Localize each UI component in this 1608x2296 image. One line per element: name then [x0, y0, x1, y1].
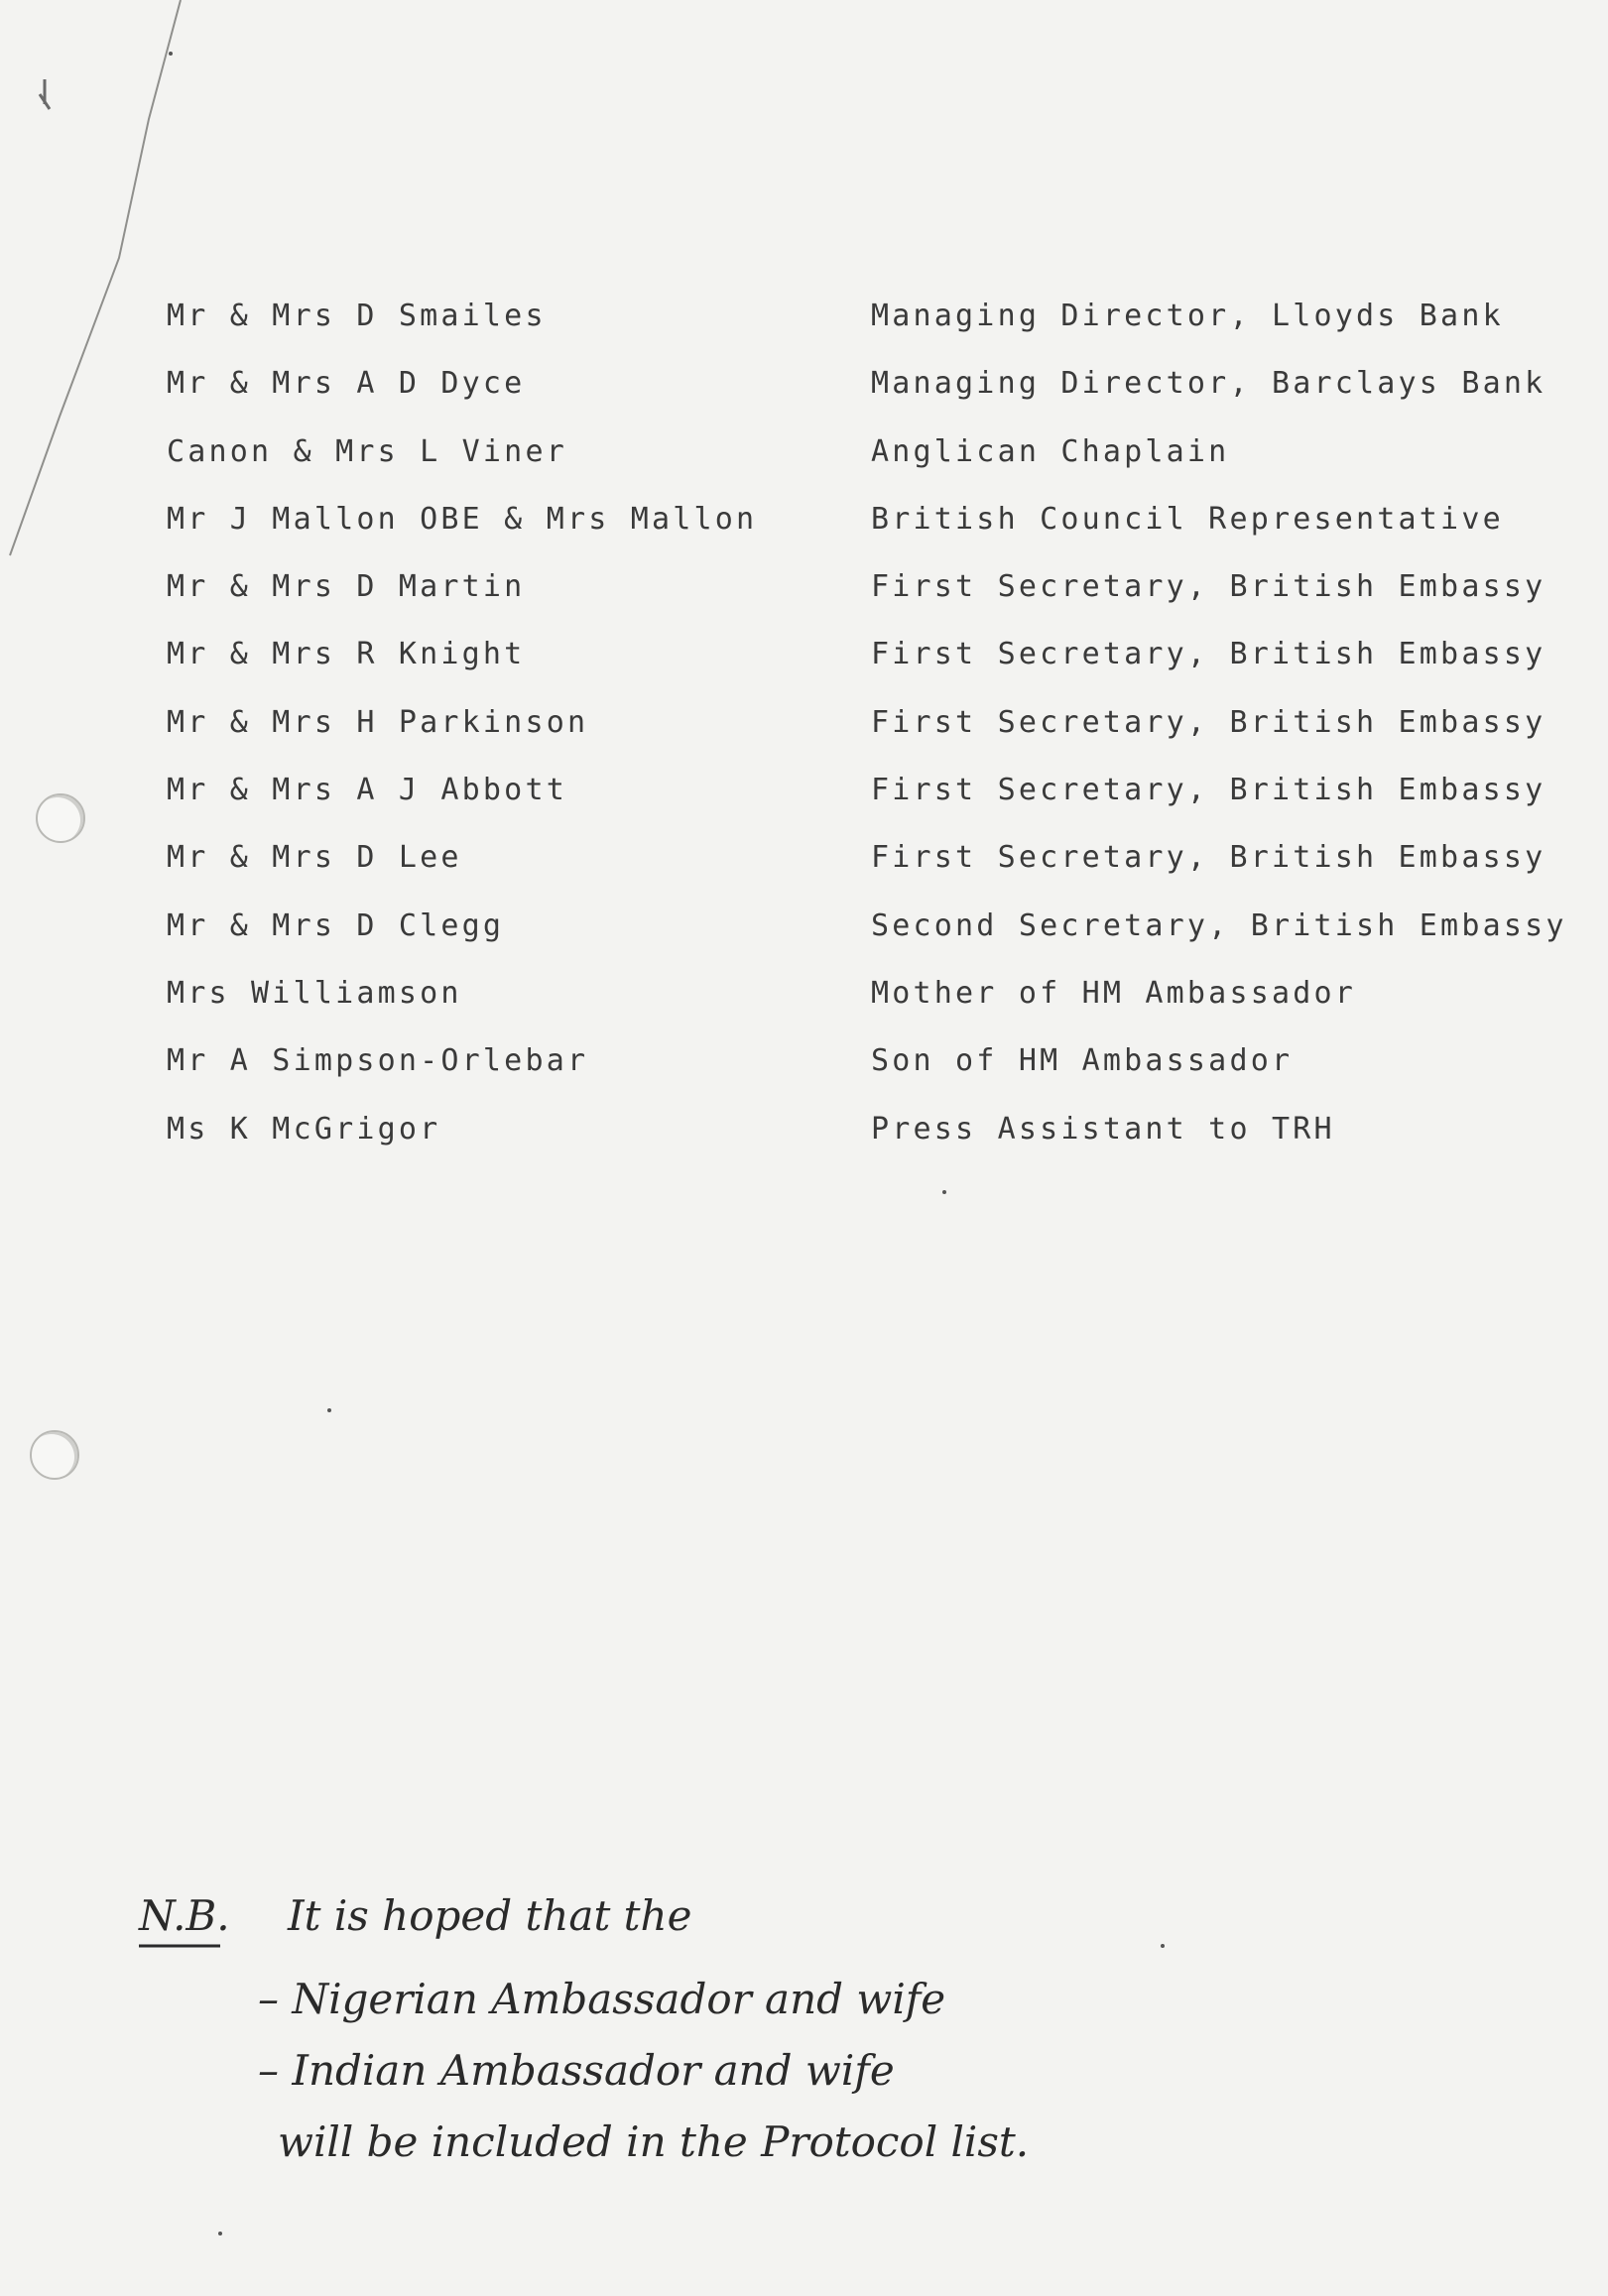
table-row	[167, 430, 1555, 498]
guest-title: First Secretary, British Embassy	[871, 569, 1546, 605]
table-row	[167, 362, 1555, 429]
guest-name: Mr & Mrs H Parkinson	[167, 704, 589, 740]
table-row	[167, 633, 1555, 700]
table-row	[167, 498, 1555, 565]
guest-name: Mr & Mrs D Clegg	[167, 907, 505, 943]
guest-title: Mother of HM Ambassador	[871, 975, 1357, 1011]
handwritten-note	[129, 1855, 1319, 2192]
guest-name: Mr & Mrs A D Dyce	[167, 366, 526, 402]
punch-hole-top	[36, 793, 85, 843]
handwritten-note-drawing	[129, 1855, 1319, 2192]
guest-title: Press Assistant to TRH	[871, 1111, 1335, 1147]
ink-speck	[169, 52, 173, 56]
guest-name: Mr A Simpson-Orlebar	[167, 1043, 589, 1079]
guest-name: Mr & Mrs D Smailes	[167, 299, 547, 333]
table-row	[167, 701, 1555, 769]
ink-speck	[327, 1408, 331, 1412]
note-line-1: It is hoped that the	[288, 1891, 692, 1940]
guest-title: First Secretary, British Embassy	[871, 637, 1546, 672]
ink-speck	[942, 1190, 946, 1194]
guest-name: Mr & Mrs D Lee	[167, 840, 462, 876]
guest-title: Anglican Chaplain	[871, 433, 1230, 469]
guest-list-table	[167, 295, 1567, 1175]
guest-name: Mrs Williamson	[167, 975, 462, 1011]
note-line-3: – Indian Ambassador and wife	[258, 2046, 895, 2095]
guest-title: First Secretary, British Embassy	[871, 773, 1546, 808]
guest-name: Mr & Mrs D Martin	[167, 569, 526, 605]
guest-title: First Secretary, British Embassy	[871, 840, 1546, 876]
guest-name: Mr J Mallon OBE & Mrs Mallon	[167, 501, 758, 537]
table-row	[167, 836, 1555, 904]
table-row	[167, 1108, 1555, 1175]
note-line-4: will be included in the Protocol list.	[278, 2117, 1030, 2166]
table-row	[167, 1039, 1555, 1107]
guest-title: Son of HM Ambassador	[871, 1043, 1294, 1079]
note-line-2: – Nigerian Ambassador and wife	[258, 1975, 946, 2023]
table-row	[167, 565, 1555, 633]
guest-title: Managing Director, Lloyds Bank	[871, 299, 1504, 333]
guest-title: British Council Representative	[871, 501, 1504, 537]
ink-speck	[218, 2232, 222, 2236]
guest-name: Canon & Mrs L Viner	[167, 433, 567, 469]
guest-name: Mr & Mrs R Knight	[167, 637, 526, 672]
guest-name: Ms K McGrigor	[167, 1111, 441, 1147]
table-row	[167, 905, 1567, 972]
punch-hole-bottom	[30, 1430, 79, 1480]
guest-title: First Secretary, British Embassy	[871, 704, 1546, 740]
nb-label: N.B.	[139, 1891, 230, 1940]
table-row	[167, 972, 1555, 1039]
guest-title: Managing Director, Barclays Bank	[871, 366, 1546, 402]
table-row	[167, 295, 1555, 362]
guest-name: Mr & Mrs A J Abbott	[167, 773, 567, 808]
guest-title: Second Secretary, British Embassy	[871, 907, 1567, 943]
table-row	[167, 769, 1555, 836]
